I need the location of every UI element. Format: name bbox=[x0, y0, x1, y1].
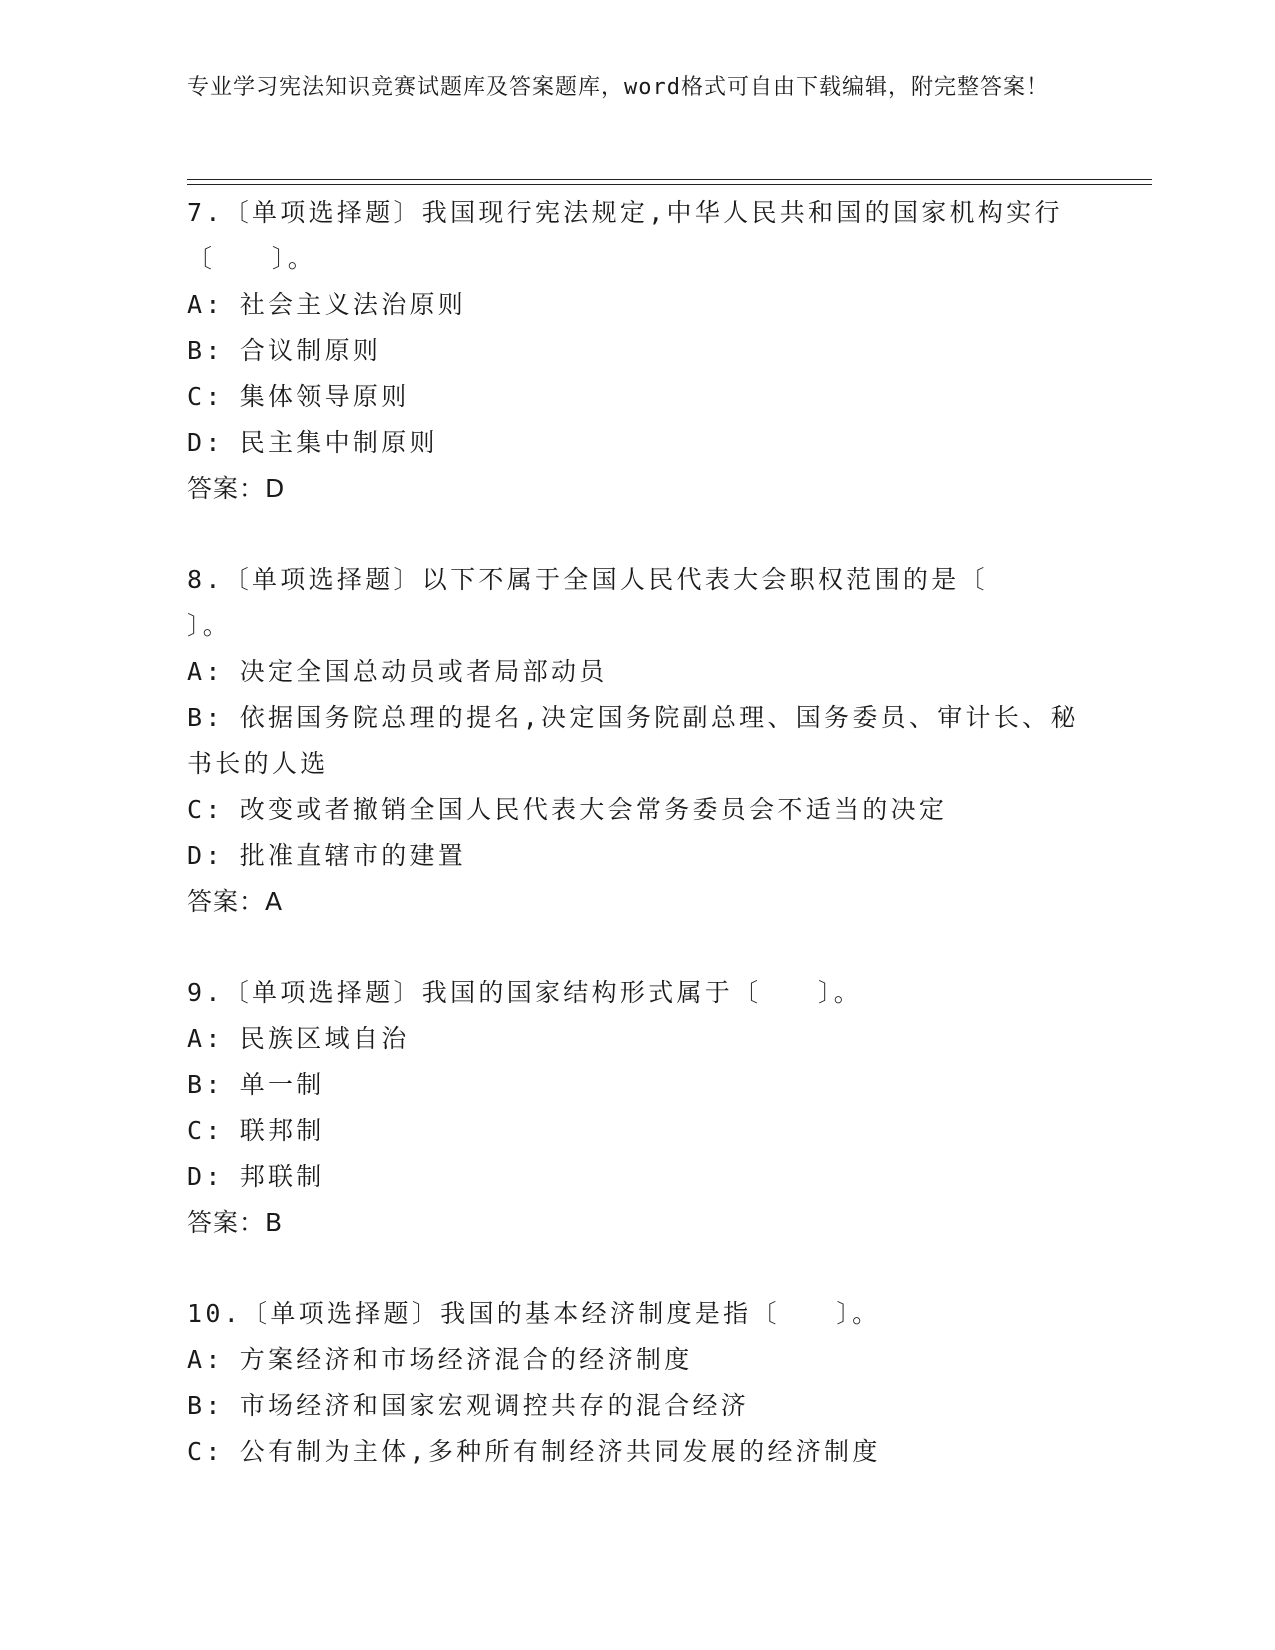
option-key: A: bbox=[187, 657, 224, 686]
question-stem: 10.〔单项选择题〕我国的基本经济制度是指〔 〕。 bbox=[187, 1299, 881, 1328]
option-text: 依据国务院总理的提名,决定国务院副总理、国务委员、审计长、秘书长的人选 bbox=[187, 703, 1079, 778]
option-text: 公有制为主体,多种所有制经济共同发展的经济制度 bbox=[239, 1437, 881, 1466]
header-divider-top bbox=[187, 179, 1152, 180]
option-text: 改变或者撤销全国人民代表大会常务委员会不适当的决定 bbox=[239, 795, 948, 824]
option-key: A: bbox=[187, 1024, 224, 1053]
option-key: B: bbox=[187, 1391, 224, 1420]
option-a bbox=[187, 1337, 1087, 1383]
option-text: 决定全国总动员或者局部动员 bbox=[239, 657, 608, 686]
option-b bbox=[187, 1383, 1087, 1429]
option-key: C: bbox=[187, 382, 224, 411]
option-text: 单一制 bbox=[239, 1070, 325, 1099]
option-key: A: bbox=[187, 290, 224, 319]
option-text: 邦联制 bbox=[239, 1162, 325, 1191]
option-d bbox=[187, 420, 1087, 466]
question-10 bbox=[187, 1291, 1087, 1475]
option-key: D: bbox=[187, 428, 224, 457]
option-a bbox=[187, 282, 1087, 328]
option-text: 方案经济和市场经济混合的经济制度 bbox=[239, 1345, 693, 1374]
option-key: C: bbox=[187, 1116, 224, 1145]
option-d bbox=[187, 1154, 1087, 1200]
option-key: B: bbox=[187, 1070, 224, 1099]
option-b bbox=[187, 695, 1087, 787]
question-stem: 9.〔单项选择题〕我国的国家结构形式属于〔 〕。 bbox=[187, 978, 863, 1007]
option-text: 民主集中制原则 bbox=[239, 428, 438, 457]
option-c bbox=[187, 787, 1087, 833]
option-c bbox=[187, 1108, 1087, 1154]
option-key: C: bbox=[187, 795, 224, 824]
question-stem: 7.〔单项选择题〕我国现行宪法规定,中华人民共和国的国家机构实行〔 〕。 bbox=[187, 198, 1063, 273]
option-text: 批准直辖市的建置 bbox=[239, 841, 467, 870]
option-key: A: bbox=[187, 1345, 224, 1374]
question-list bbox=[187, 190, 1087, 1520]
option-text: 民族区域自治 bbox=[239, 1024, 410, 1053]
question-8 bbox=[187, 557, 1087, 925]
option-key: D: bbox=[187, 841, 224, 870]
option-key: B: bbox=[187, 336, 224, 365]
question-stem: 8.〔单项选择题〕以下不属于全国人民代表大会职权范围的是〔 〕。 bbox=[187, 565, 1045, 640]
option-text: 社会主义法治原则 bbox=[239, 290, 467, 319]
header-divider-bottom bbox=[187, 184, 1152, 185]
option-text: 合议制原则 bbox=[239, 336, 382, 365]
option-b bbox=[187, 1062, 1087, 1108]
option-a bbox=[187, 649, 1087, 695]
option-text: 市场经济和国家宏观调控共存的混合经济 bbox=[239, 1391, 750, 1420]
answer-line: 答案：D bbox=[187, 474, 286, 503]
option-c bbox=[187, 374, 1087, 420]
option-a bbox=[187, 1016, 1087, 1062]
question-9 bbox=[187, 970, 1087, 1246]
option-b bbox=[187, 328, 1087, 374]
answer-line: 答案：A bbox=[187, 887, 284, 916]
document-intro: 专业学习宪法知识竞赛试题库及答案题库，word格式可自由下载编辑，附完整答案！ bbox=[187, 75, 1049, 100]
option-text: 集体领导原则 bbox=[239, 382, 410, 411]
option-text: 联邦制 bbox=[239, 1116, 325, 1145]
option-key: D: bbox=[187, 1162, 224, 1191]
question-7 bbox=[187, 190, 1087, 512]
option-key: B: bbox=[187, 703, 224, 732]
option-c bbox=[187, 1429, 1087, 1475]
option-d bbox=[187, 833, 1087, 879]
answer-line: 答案：B bbox=[187, 1208, 284, 1237]
option-key: C: bbox=[187, 1437, 224, 1466]
